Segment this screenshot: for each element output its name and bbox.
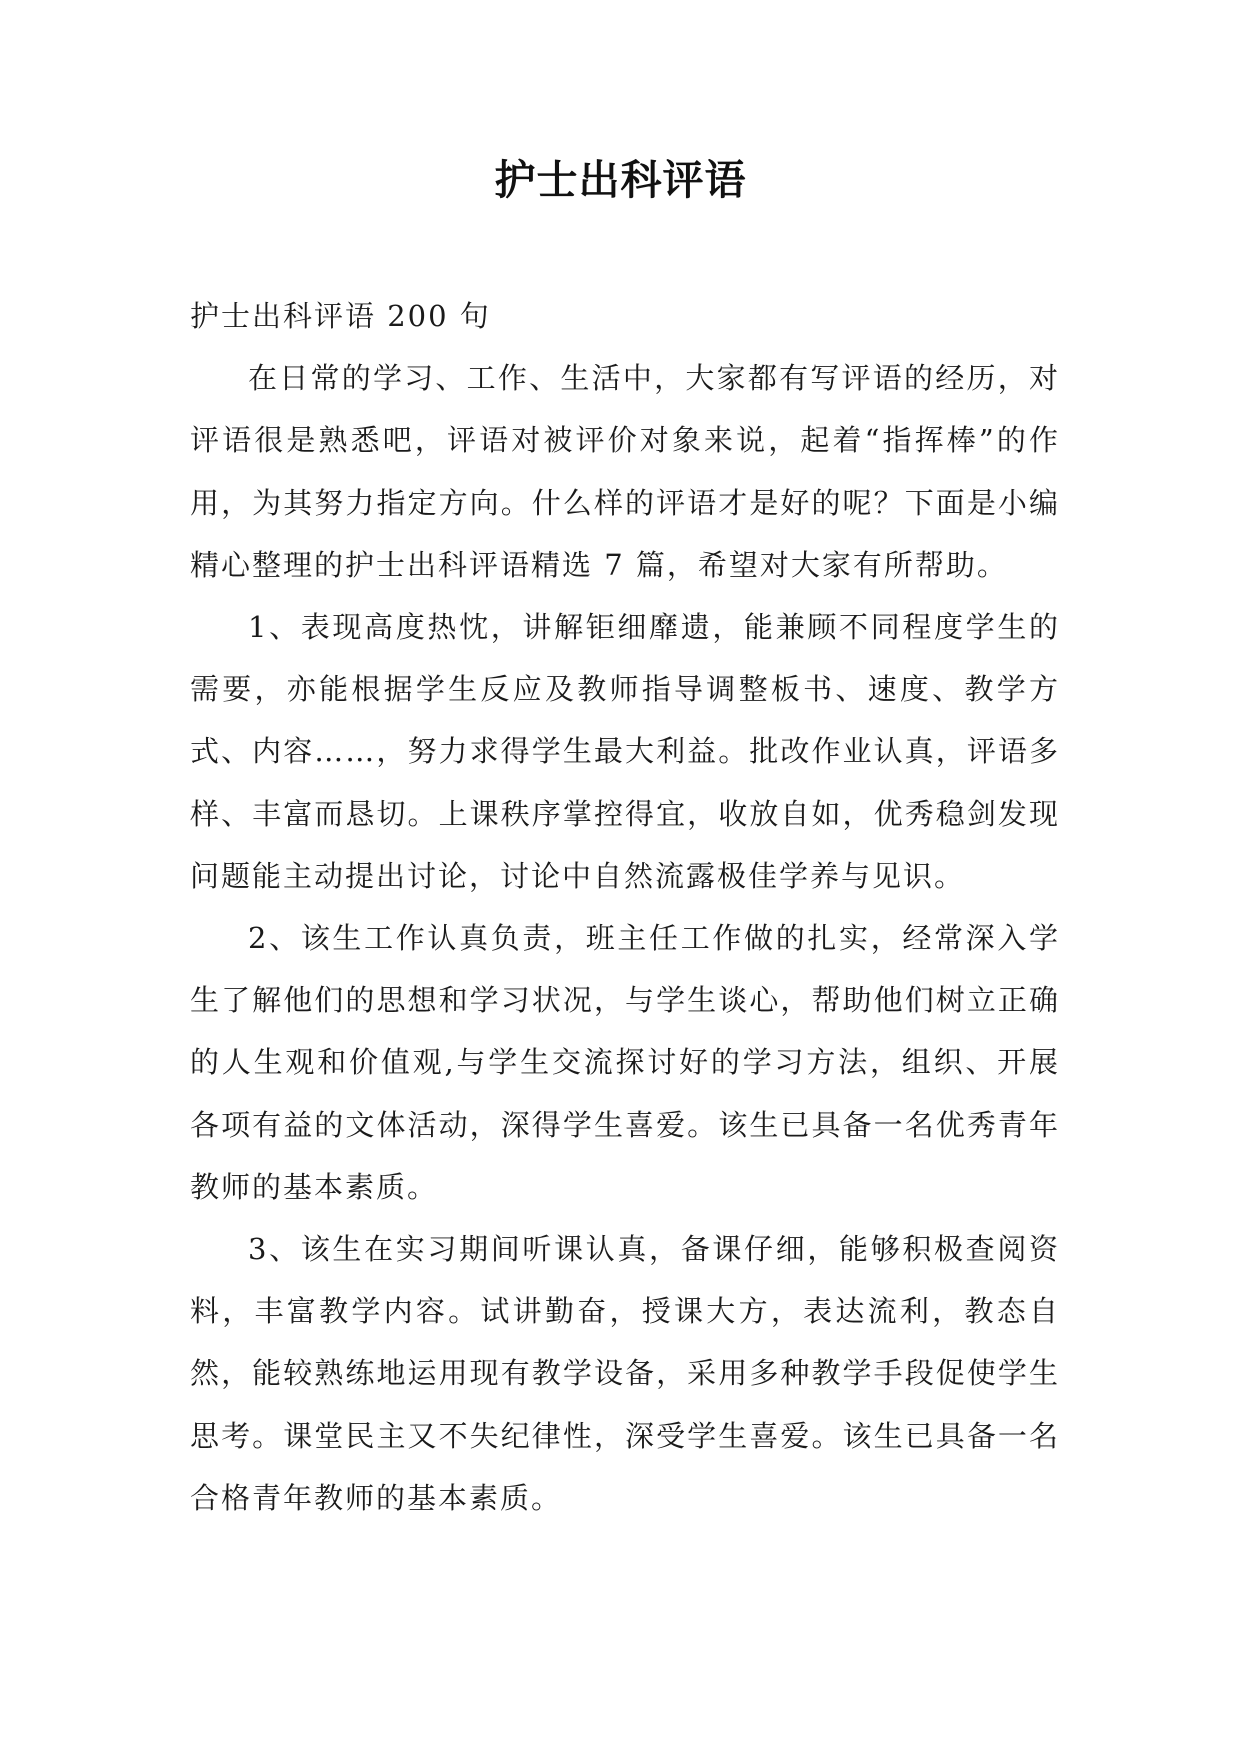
comment-paragraph-2: 2、该生工作认真负责，班主任工作做的扎实，经常深入学生了解他们的思想和学习状况，与学生谈心，帮助他们树立正确的人生观和价值观,与学生交流探讨好的学习方法，组织、开展各项有益的文体活动，深得学生喜爱。该生已具备一名优秀青年教师的基本素质。: [190, 921, 1060, 1204]
intro-paragraph: 在日常的学习、工作、生活中，大家都有写评语的经历，对评语很是熟悉吧，评语对被评价对象来说，起着“指挥棒”的作用，为其努力指定方向。什么样的评语才是好的呢？下面是小编精心整理的护士出科评语精选 7 篇，希望对大家有所帮助。: [190, 361, 1060, 582]
comment-paragraph-3: 3、该生在实习期间听课认真，备课仔细，能够积极查阅资料，丰富教学内容。试讲勤奋，授课大方，表达流利，教态自然，能较熟练地运用现有教学设备，采用多种教学手段促使学生思考。课堂民主又不失纪律性，深受学生喜爱。该生已具备一名合格青年教师的基本素质。: [190, 1232, 1060, 1515]
document-title: 护士出科评语: [494, 156, 747, 204]
document-subtitle: 护士出科评语 200 句: [190, 299, 491, 333]
comment-paragraph-1: 1、表现高度热忱，讲解钜细靡遗，能兼顾不同程度学生的需要，亦能根据学生反应及教师指导调整板书、速度、教学方式、内容……，努力求得学生最大利益。批改作业认真，评语多样、丰富而恳切。上课秩序掌控得宜，收放自如，优秀稳剑发现问题能主动提出讨论，讨论中自然流露极佳学养与见识。: [190, 610, 1060, 893]
document-body: [190, 285, 1060, 1529]
